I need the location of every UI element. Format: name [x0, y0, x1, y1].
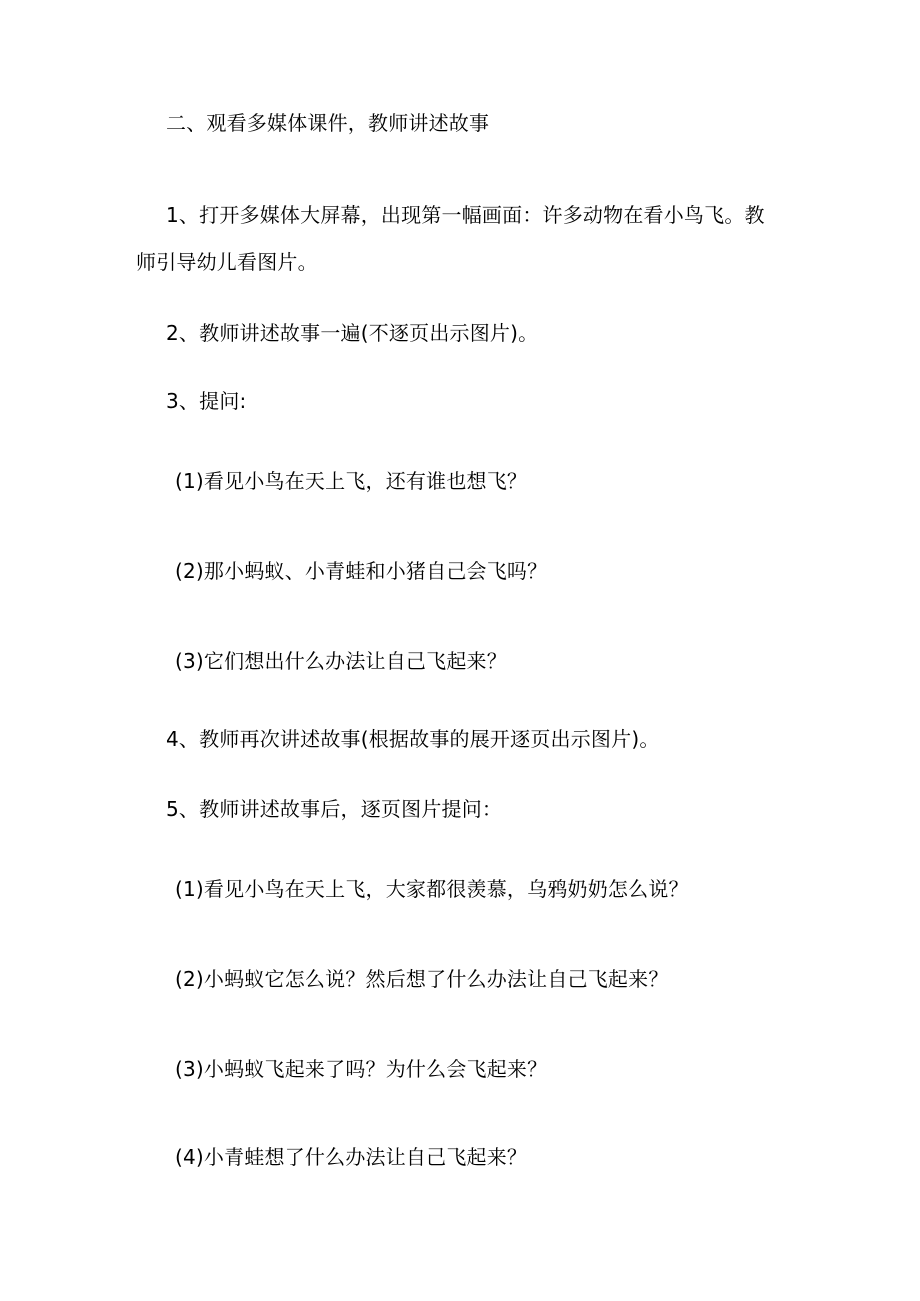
step-5-question: (2)小蚂蚁它怎么说？然后想了什么办法让自己飞起来？ — [175, 967, 669, 991]
step-3-question: (1)看见小鸟在天上飞，还有谁也想飞？ — [175, 469, 528, 493]
step-5: 5、教师讲述故事后，逐页图片提问： — [166, 797, 503, 821]
step-3-question: (3)它们想出什么办法让自己飞起来？ — [175, 649, 507, 673]
section-heading: 二、观看多媒体课件，教师讲述故事 — [166, 111, 490, 135]
step-1-line-2: 师引导幼儿看图片。 — [136, 250, 318, 274]
step-3: 3、提问: — [166, 389, 247, 413]
step-1-line-1: 1、打开多媒体大屏幕，出现第一幅画面：许多动物在看小鸟飞。教 — [166, 203, 765, 227]
step-4: 4、教师再次讲述故事(根据故事的展开逐页出示图片)。 — [166, 727, 660, 751]
step-5-question: (4)小青蛙想了什么办法让自己飞起来？ — [175, 1145, 528, 1169]
step-2: 2、教师讲述故事一遍(不逐页出示图片)。 — [166, 321, 539, 345]
step-3-question: (2)那小蚂蚁、小青蛙和小猪自己会飞吗？ — [175, 559, 548, 583]
step-5-question: (3)小蚂蚁飞起来了吗？为什么会飞起来？ — [175, 1057, 548, 1081]
step-5-question: (1)看见小鸟在天上飞，大家都很羡慕，乌鸦奶奶怎么说？ — [175, 877, 689, 901]
